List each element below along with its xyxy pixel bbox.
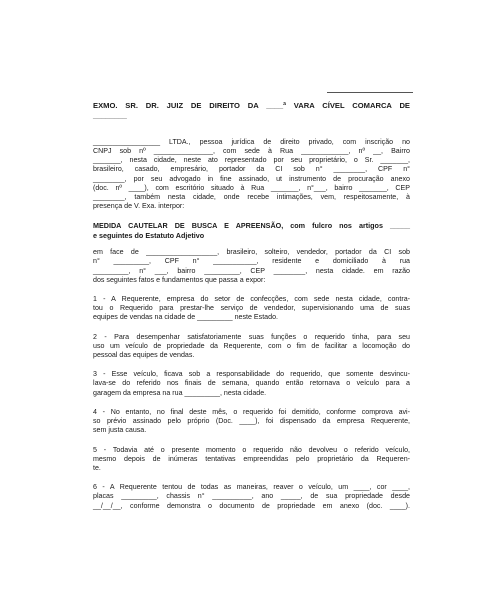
fact-item-3	[93, 370, 410, 398]
fact-line: placas _________, chassis n° __________, ano _____, de sua propriedade desde	[93, 492, 410, 501]
intro-line: ________, por seu advogado in fine assinado, ut instrumento de procuração anexo	[93, 174, 410, 183]
action-heading	[93, 221, 410, 240]
intro-line: brasileiro, casado, empresário, portador da CI sob n° ________, CPF n°	[93, 165, 410, 174]
party-line: _________, n° ___, bairro _________, CEP ________, nesta cidade. em razão	[93, 266, 410, 275]
fact-item-1	[93, 295, 410, 323]
fact-line: pessoal das equipes de vendas.	[93, 351, 195, 360]
party-paragraph	[93, 248, 410, 285]
court-heading	[93, 101, 410, 122]
intro-paragraph	[93, 138, 410, 212]
fact-line: 6 - A Requerente tentou de todas as maneiras, reaver o veículo, um ____, cor ____,	[93, 483, 410, 492]
document-body	[93, 101, 410, 518]
fact-line: mesmo depois de inúmeras tentativas empreendidas pelo proprietário da Requeren-	[93, 454, 410, 463]
party-line: dos seguintes fatos e fundamentos que passa a expor:	[93, 275, 266, 284]
party-line: em face de __________________, brasileiro, solteiro, vendedor, portador da CI sob	[93, 248, 410, 257]
intro-line: _______, nesta cidade, neste ato representado por seu proprietário, o Sr. _______,	[93, 156, 410, 165]
fact-line: 3 - Esse veículo, ficava sob a responsabilidade do requerido, que somente desvincu-	[93, 370, 410, 379]
action-heading-line-1: MEDIDA CAUTELAR DE BUSCA E APREENSÃO, com fulcro nos artigos _____	[93, 221, 410, 231]
fact-line: 1 - A Requerente, empresa do setor de confecções, com sede nesta cidade, contra-	[93, 295, 410, 304]
fact-line: __/__/__, conforme demonstra o documento de propriedade em anexo (doc. ____).	[93, 501, 410, 510]
fact-line: 4 - No entanto, no final deste mês, o requerido foi demitido, conforme comprova avi-	[93, 407, 410, 416]
intro-line: presença de V. Exa. interpor:	[93, 202, 185, 211]
fact-item-2	[93, 333, 410, 361]
party-line: n° _________, CPF n° ___________, residente e domiciliado à rua	[93, 257, 410, 266]
fact-item-5	[93, 446, 410, 474]
intro-line: (doc. nº ____), com escritório situado à Rua _______, n°___, bairro _______, CEP	[93, 183, 410, 192]
fact-line: sem justa causa.	[93, 426, 147, 435]
fact-line: te.	[93, 463, 101, 472]
header-rule	[327, 92, 413, 93]
fact-item-6	[93, 483, 410, 511]
fact-item-4	[93, 408, 410, 436]
intro-line: ________, também nesta cidade, onde recebe intimações, vem, respeitosamente, à	[93, 193, 410, 202]
fact-line: garagem da empresa na rua _________, nesta cidade.	[93, 388, 267, 397]
fact-line: so prévio assinado pelo próprio (Doc. ____), foi dispensado da empresa Requerente,	[93, 417, 410, 426]
fact-line: 2 - Para desempenhar satisfatoriamente suas funções o requerido tinha, para seu	[93, 332, 410, 341]
fact-line: uso um veículo de propriedade da Requerente, com o fim de facilitar a locomoção do	[93, 341, 410, 350]
court-heading-line-1: EXMO. SR. DR. JUIZ DE DIREITO DA ____ª VARA CÍVEL COMARCA DE	[93, 101, 410, 110]
action-heading-line-2: e seguintes do Estatuto Adjetivo	[93, 230, 205, 240]
fact-line: lava-se do referido nos finais de semana, quando então retornava o veículo para a	[93, 379, 410, 388]
fact-line: tou o Requerido para prestar-lhe serviço de vendedor, supervisionando uma de suas	[93, 304, 410, 313]
intro-line: CNPJ sob nº _______________, com sede à Rua ____________, nº __, Bairro	[93, 147, 410, 156]
fact-line: 5 - Todavia até o presente momento o requerido não devolveu o referido veículo,	[93, 445, 410, 454]
fact-line: equipes de vendas na cidade de _________ neste Estado.	[93, 313, 278, 322]
intro-line: _________________ LTDA., pessoa jurídica de direito privado, com inscrição no	[93, 137, 410, 146]
court-heading-line-2: ________	[93, 111, 127, 121]
